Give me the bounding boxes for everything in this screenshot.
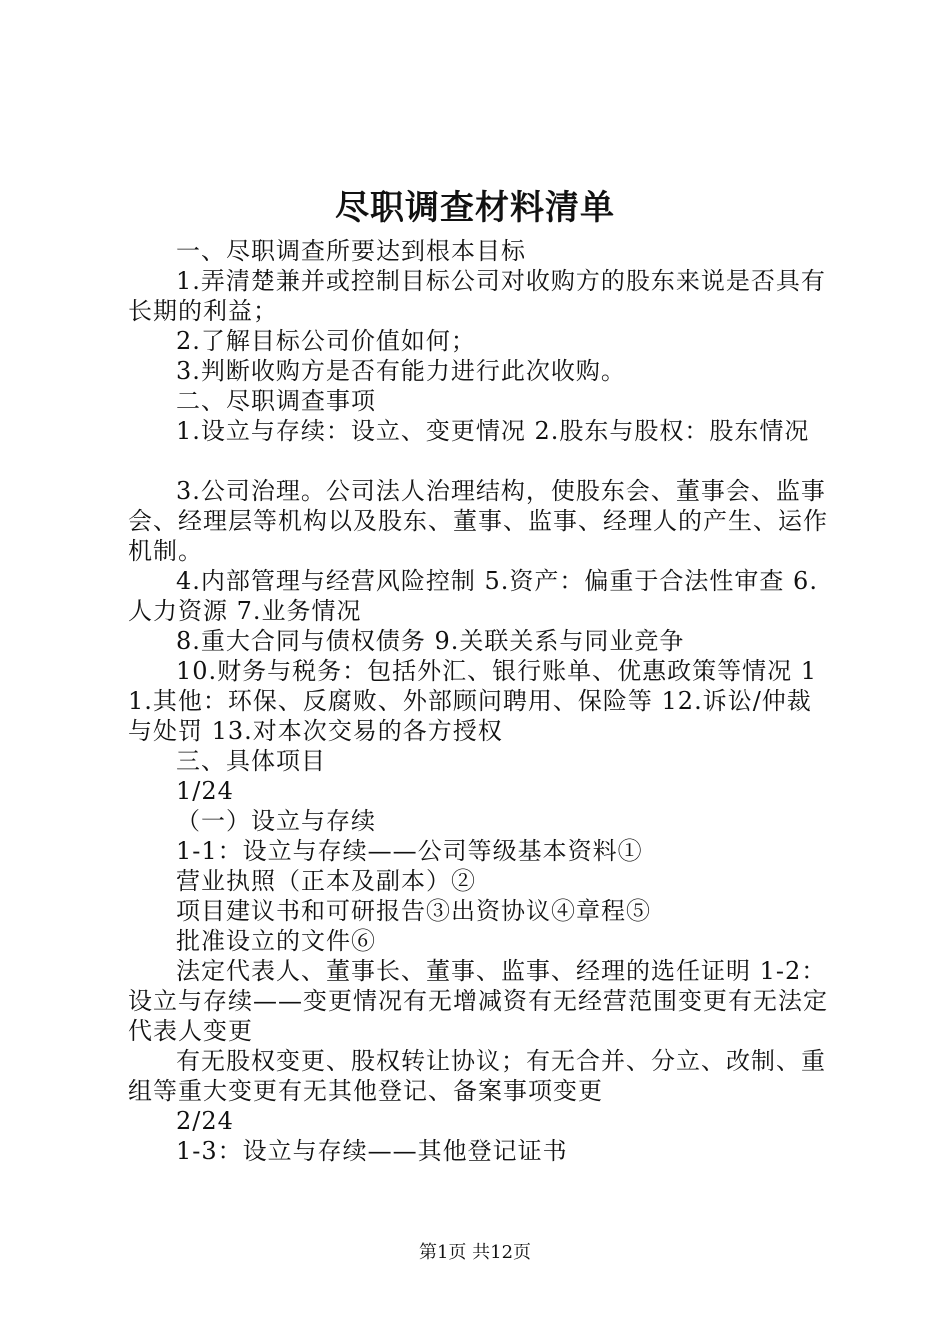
project-line-approval: 批准设立的文件⑥	[176, 927, 376, 955]
section-heading-projects: 三、具体项目	[176, 747, 326, 775]
item-paragraph-3: 3.公司治理。公司法人治理结构，使股东会、董事会、监事会、经理层等机构以及股东、董事、监事、经理人的产生、运作机制。	[128, 477, 828, 565]
page-footer: 第1页 共12页	[418, 1242, 532, 1263]
page-marker-1: 1/24	[176, 777, 234, 805]
subsection-heading-establishment: （一）设立与存续	[176, 807, 376, 835]
section-heading-goals: 一、尽职调查所要达到根本目标	[176, 237, 526, 265]
project-line-equity-change: 有无股权变更、股权转让协议；有无合并、分立、改制、重组等重大变更有无其他登记、备案事项变更	[128, 1047, 826, 1105]
goal-item-2: 2.了解目标公司价值如何；	[176, 327, 476, 355]
item-paragraph-4-7: 4.内部管理与经营风险控制 5.资产：偏重于合法性审查 6.人力资源 7.业务情况	[128, 567, 818, 625]
goal-item-3: 3.判断收购方是否有能力进行此次收购。	[176, 357, 626, 385]
document-body	[128, 236, 830, 1166]
project-line-1-3: 1-3：设立与存续——其他登记证书	[176, 1137, 568, 1165]
project-line-1-2: 法定代表人、董事长、董事、监事、经理的选任证明 1-2：设立与存续——变更情况有无增减资有无经营范围变更有无法定代表人变更	[128, 957, 828, 1045]
page-marker-2: 2/24	[176, 1107, 234, 1135]
item-paragraph-10-13: 10.财务与税务：包括外汇、银行账单、优惠政策等情况 11.其他：环保、反腐败、外部顾问聘用、保险等 12.诉讼/仲裁与处罚 13.对本次交易的各方授权	[128, 657, 818, 745]
project-line-proposal: 项目建议书和可研报告③出资协议④章程⑤	[176, 897, 651, 925]
project-line-license: 营业执照（正本及副本）②	[176, 867, 476, 895]
section-heading-items: 二、尽职调查事项	[176, 387, 376, 415]
item-paragraph-1-2: 1.设立与存续：设立、变更情况 2.股东与股权：股东情况	[176, 417, 810, 445]
goal-item-1: 1.弄清楚兼并或控制目标公司对收购方的股东来说是否具有长期的利益；	[128, 267, 826, 325]
item-paragraph-8-9: 8.重大合同与债权债务 9.关联关系与同业竞争	[176, 627, 685, 655]
document-title: 尽职调查材料清单	[335, 188, 615, 228]
project-line-1-1: 1-1：设立与存续——公司等级基本资料①	[176, 837, 643, 865]
